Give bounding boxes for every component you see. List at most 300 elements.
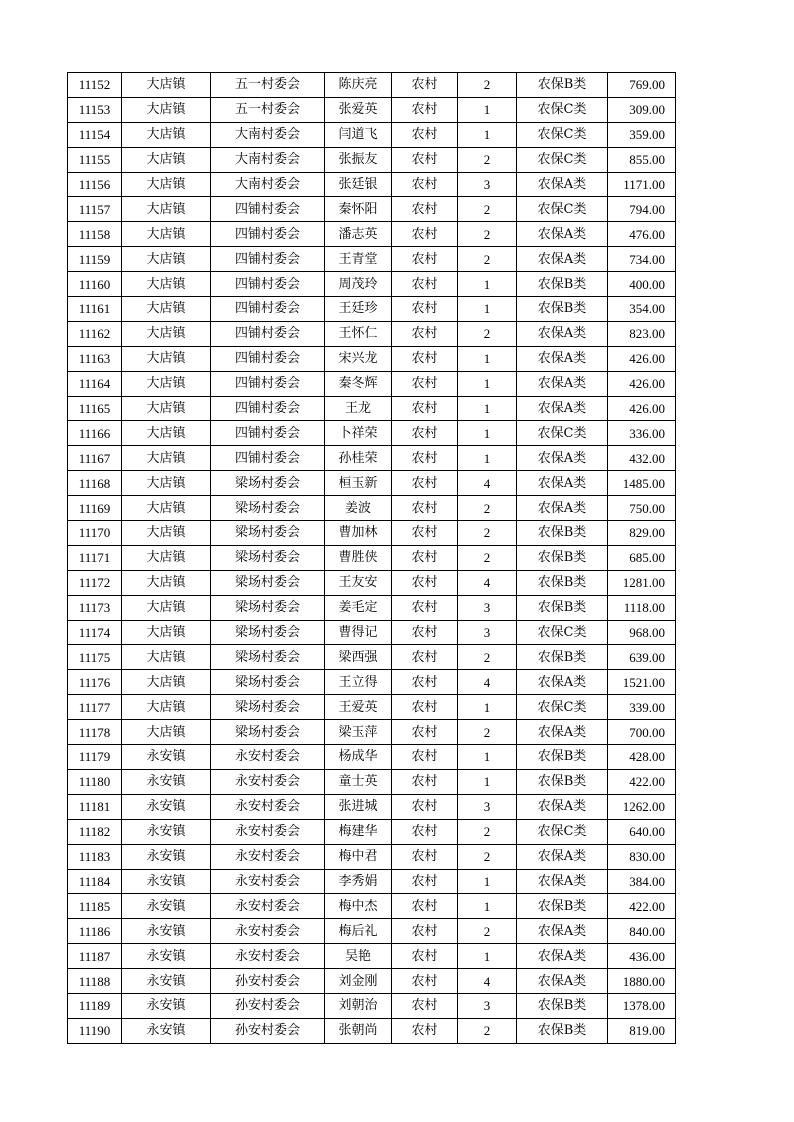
insurance-class-cell: 农保B类 bbox=[517, 745, 608, 770]
table-row bbox=[68, 147, 676, 172]
name-cell: 王廷珍 bbox=[325, 297, 392, 322]
amount-cell: 639.00 bbox=[608, 645, 676, 670]
insurance-class-cell: 农保A类 bbox=[517, 346, 608, 371]
town-cell: 大店镇 bbox=[122, 396, 211, 421]
village-committee-cell: 永安村委会 bbox=[211, 745, 325, 770]
household-count-cell: 4 bbox=[458, 969, 517, 994]
insurance-class-cell: 农保A类 bbox=[517, 670, 608, 695]
table-row bbox=[68, 720, 676, 745]
amount-cell: 436.00 bbox=[608, 944, 676, 969]
household-count-cell: 3 bbox=[458, 595, 517, 620]
household-count-cell: 3 bbox=[458, 620, 517, 645]
amount-cell: 1171.00 bbox=[608, 172, 676, 197]
village-committee-cell: 大南村委会 bbox=[211, 172, 325, 197]
town-cell: 大店镇 bbox=[122, 695, 211, 720]
table-row bbox=[68, 595, 676, 620]
insurance-class-cell: 农保B类 bbox=[517, 545, 608, 570]
name-cell: 梅后礼 bbox=[325, 919, 392, 944]
record-id-cell: 11176 bbox=[68, 670, 122, 695]
record-id-cell: 11188 bbox=[68, 969, 122, 994]
town-cell: 永安镇 bbox=[122, 769, 211, 794]
town-cell: 大店镇 bbox=[122, 421, 211, 446]
name-cell: 张朝尚 bbox=[325, 1018, 392, 1043]
insurance-class-cell: 农保B类 bbox=[517, 73, 608, 98]
amount-cell: 830.00 bbox=[608, 844, 676, 869]
record-id-cell: 11173 bbox=[68, 595, 122, 620]
area-type-cell: 农村 bbox=[392, 745, 458, 770]
table-row bbox=[68, 247, 676, 272]
village-committee-cell: 四铺村委会 bbox=[211, 321, 325, 346]
name-cell: 李秀娟 bbox=[325, 869, 392, 894]
town-cell: 大店镇 bbox=[122, 172, 211, 197]
household-count-cell: 2 bbox=[458, 819, 517, 844]
village-committee-cell: 孙安村委会 bbox=[211, 993, 325, 1018]
area-type-cell: 农村 bbox=[392, 97, 458, 122]
town-cell: 永安镇 bbox=[122, 944, 211, 969]
table-row bbox=[68, 993, 676, 1018]
name-cell: 张进城 bbox=[325, 794, 392, 819]
household-count-cell: 2 bbox=[458, 197, 517, 222]
insurance-class-cell: 农保A类 bbox=[517, 471, 608, 496]
household-count-cell: 2 bbox=[458, 496, 517, 521]
table-row bbox=[68, 670, 676, 695]
town-cell: 永安镇 bbox=[122, 969, 211, 994]
village-committee-cell: 永安村委会 bbox=[211, 844, 325, 869]
household-count-cell: 3 bbox=[458, 993, 517, 1018]
household-count-cell: 1 bbox=[458, 894, 517, 919]
household-count-cell: 1 bbox=[458, 297, 517, 322]
household-count-cell: 2 bbox=[458, 147, 517, 172]
area-type-cell: 农村 bbox=[392, 919, 458, 944]
area-type-cell: 农村 bbox=[392, 944, 458, 969]
village-committee-cell: 梁场村委会 bbox=[211, 595, 325, 620]
town-cell: 大店镇 bbox=[122, 73, 211, 98]
amount-cell: 384.00 bbox=[608, 869, 676, 894]
name-cell: 孙桂荣 bbox=[325, 446, 392, 471]
village-committee-cell: 四铺村委会 bbox=[211, 272, 325, 297]
area-type-cell: 农村 bbox=[392, 197, 458, 222]
household-count-cell: 2 bbox=[458, 521, 517, 546]
insurance-class-cell: 农保B类 bbox=[517, 521, 608, 546]
amount-cell: 400.00 bbox=[608, 272, 676, 297]
name-cell: 周茂玲 bbox=[325, 272, 392, 297]
record-id-cell: 11181 bbox=[68, 794, 122, 819]
town-cell: 永安镇 bbox=[122, 819, 211, 844]
town-cell: 大店镇 bbox=[122, 197, 211, 222]
area-type-cell: 农村 bbox=[392, 595, 458, 620]
name-cell: 卜祥荣 bbox=[325, 421, 392, 446]
table-row bbox=[68, 794, 676, 819]
table-row bbox=[68, 944, 676, 969]
table-row bbox=[68, 745, 676, 770]
name-cell: 王青堂 bbox=[325, 247, 392, 272]
household-count-cell: 1 bbox=[458, 769, 517, 794]
record-id-cell: 11152 bbox=[68, 73, 122, 98]
table-row bbox=[68, 321, 676, 346]
name-cell: 梁玉萍 bbox=[325, 720, 392, 745]
record-id-cell: 11180 bbox=[68, 769, 122, 794]
area-type-cell: 农村 bbox=[392, 844, 458, 869]
town-cell: 大店镇 bbox=[122, 321, 211, 346]
name-cell: 梅建华 bbox=[325, 819, 392, 844]
town-cell: 大店镇 bbox=[122, 645, 211, 670]
village-committee-cell: 大南村委会 bbox=[211, 147, 325, 172]
village-committee-cell: 永安村委会 bbox=[211, 769, 325, 794]
table-row bbox=[68, 645, 676, 670]
village-committee-cell: 永安村委会 bbox=[211, 919, 325, 944]
record-id-cell: 11187 bbox=[68, 944, 122, 969]
amount-cell: 750.00 bbox=[608, 496, 676, 521]
name-cell: 张廷银 bbox=[325, 172, 392, 197]
insurance-class-cell: 农保C类 bbox=[517, 620, 608, 645]
village-committee-cell: 梁场村委会 bbox=[211, 670, 325, 695]
household-count-cell: 2 bbox=[458, 73, 517, 98]
area-type-cell: 农村 bbox=[392, 720, 458, 745]
area-type-cell: 农村 bbox=[392, 172, 458, 197]
household-count-cell: 2 bbox=[458, 222, 517, 247]
record-id-cell: 11164 bbox=[68, 371, 122, 396]
household-count-cell: 1 bbox=[458, 446, 517, 471]
record-id-cell: 11153 bbox=[68, 97, 122, 122]
table-row bbox=[68, 446, 676, 471]
village-committee-cell: 梁场村委会 bbox=[211, 496, 325, 521]
household-count-cell: 2 bbox=[458, 844, 517, 869]
area-type-cell: 农村 bbox=[392, 1018, 458, 1043]
name-cell: 张爱英 bbox=[325, 97, 392, 122]
name-cell: 姜波 bbox=[325, 496, 392, 521]
name-cell: 曹胜侠 bbox=[325, 545, 392, 570]
table-row bbox=[68, 371, 676, 396]
village-committee-cell: 四铺村委会 bbox=[211, 446, 325, 471]
amount-cell: 359.00 bbox=[608, 122, 676, 147]
record-id-cell: 11185 bbox=[68, 894, 122, 919]
town-cell: 大店镇 bbox=[122, 222, 211, 247]
record-id-cell: 11162 bbox=[68, 321, 122, 346]
village-committee-cell: 梁场村委会 bbox=[211, 720, 325, 745]
record-id-cell: 11183 bbox=[68, 844, 122, 869]
amount-cell: 1378.00 bbox=[608, 993, 676, 1018]
amount-cell: 339.00 bbox=[608, 695, 676, 720]
table-row bbox=[68, 122, 676, 147]
town-cell: 大店镇 bbox=[122, 297, 211, 322]
table-row bbox=[68, 819, 676, 844]
name-cell: 秦冬辉 bbox=[325, 371, 392, 396]
area-type-cell: 农村 bbox=[392, 570, 458, 595]
insurance-class-cell: 农保A类 bbox=[517, 172, 608, 197]
insurance-class-cell: 农保B类 bbox=[517, 570, 608, 595]
town-cell: 大店镇 bbox=[122, 446, 211, 471]
name-cell: 姜毛定 bbox=[325, 595, 392, 620]
insurance-class-cell: 农保B类 bbox=[517, 769, 608, 794]
amount-cell: 1880.00 bbox=[608, 969, 676, 994]
table-row bbox=[68, 222, 676, 247]
town-cell: 永安镇 bbox=[122, 1018, 211, 1043]
household-count-cell: 1 bbox=[458, 371, 517, 396]
town-cell: 大店镇 bbox=[122, 272, 211, 297]
amount-cell: 309.00 bbox=[608, 97, 676, 122]
area-type-cell: 农村 bbox=[392, 496, 458, 521]
amount-cell: 1281.00 bbox=[608, 570, 676, 595]
village-committee-cell: 梁场村委会 bbox=[211, 471, 325, 496]
amount-cell: 1521.00 bbox=[608, 670, 676, 695]
household-count-cell: 1 bbox=[458, 272, 517, 297]
name-cell: 曹加林 bbox=[325, 521, 392, 546]
insurance-class-cell: 农保A类 bbox=[517, 844, 608, 869]
insurance-class-cell: 农保C类 bbox=[517, 819, 608, 844]
area-type-cell: 农村 bbox=[392, 620, 458, 645]
household-count-cell: 2 bbox=[458, 545, 517, 570]
amount-cell: 855.00 bbox=[608, 147, 676, 172]
table-row bbox=[68, 396, 676, 421]
name-cell: 梁西强 bbox=[325, 645, 392, 670]
village-committee-cell: 四铺村委会 bbox=[211, 197, 325, 222]
amount-cell: 794.00 bbox=[608, 197, 676, 222]
village-committee-cell: 大南村委会 bbox=[211, 122, 325, 147]
table-row bbox=[68, 172, 676, 197]
insurance-class-cell: 农保C类 bbox=[517, 695, 608, 720]
name-cell: 梅中杰 bbox=[325, 894, 392, 919]
insurance-class-cell: 农保B类 bbox=[517, 297, 608, 322]
village-committee-cell: 梁场村委会 bbox=[211, 695, 325, 720]
insurance-class-cell: 农保C类 bbox=[517, 421, 608, 446]
table-row bbox=[68, 894, 676, 919]
table-row bbox=[68, 869, 676, 894]
record-id-cell: 11157 bbox=[68, 197, 122, 222]
town-cell: 大店镇 bbox=[122, 620, 211, 645]
village-committee-cell: 四铺村委会 bbox=[211, 297, 325, 322]
name-cell: 潘志英 bbox=[325, 222, 392, 247]
insurance-class-cell: 农保B类 bbox=[517, 272, 608, 297]
records-table-body bbox=[68, 73, 676, 1044]
village-committee-cell: 永安村委会 bbox=[211, 794, 325, 819]
table-row bbox=[68, 695, 676, 720]
name-cell: 童士英 bbox=[325, 769, 392, 794]
record-id-cell: 11158 bbox=[68, 222, 122, 247]
insurance-class-cell: 农保B类 bbox=[517, 993, 608, 1018]
name-cell: 刘朝治 bbox=[325, 993, 392, 1018]
table-row bbox=[68, 620, 676, 645]
area-type-cell: 农村 bbox=[392, 321, 458, 346]
table-row bbox=[68, 969, 676, 994]
name-cell: 刘金刚 bbox=[325, 969, 392, 994]
area-type-cell: 农村 bbox=[392, 396, 458, 421]
record-id-cell: 11189 bbox=[68, 993, 122, 1018]
insurance-class-cell: 农保A类 bbox=[517, 720, 608, 745]
insurance-class-cell: 农保A类 bbox=[517, 969, 608, 994]
insurance-class-cell: 农保A类 bbox=[517, 446, 608, 471]
household-count-cell: 1 bbox=[458, 695, 517, 720]
village-committee-cell: 五一村委会 bbox=[211, 97, 325, 122]
town-cell: 永安镇 bbox=[122, 993, 211, 1018]
area-type-cell: 农村 bbox=[392, 794, 458, 819]
village-committee-cell: 四铺村委会 bbox=[211, 247, 325, 272]
name-cell: 张振友 bbox=[325, 147, 392, 172]
name-cell: 闫道飞 bbox=[325, 122, 392, 147]
village-committee-cell: 永安村委会 bbox=[211, 944, 325, 969]
table-row bbox=[68, 1018, 676, 1043]
amount-cell: 840.00 bbox=[608, 919, 676, 944]
household-count-cell: 2 bbox=[458, 645, 517, 670]
area-type-cell: 农村 bbox=[392, 670, 458, 695]
household-count-cell: 1 bbox=[458, 346, 517, 371]
town-cell: 大店镇 bbox=[122, 371, 211, 396]
area-type-cell: 农村 bbox=[392, 222, 458, 247]
town-cell: 大店镇 bbox=[122, 545, 211, 570]
amount-cell: 685.00 bbox=[608, 545, 676, 570]
insurance-class-cell: 农保B类 bbox=[517, 645, 608, 670]
table-row bbox=[68, 521, 676, 546]
table-row bbox=[68, 297, 676, 322]
insurance-class-cell: 农保A类 bbox=[517, 869, 608, 894]
name-cell: 王龙 bbox=[325, 396, 392, 421]
table-row bbox=[68, 272, 676, 297]
village-committee-cell: 梁场村委会 bbox=[211, 645, 325, 670]
village-committee-cell: 永安村委会 bbox=[211, 819, 325, 844]
table-row bbox=[68, 97, 676, 122]
record-id-cell: 11179 bbox=[68, 745, 122, 770]
village-committee-cell: 四铺村委会 bbox=[211, 396, 325, 421]
household-count-cell: 2 bbox=[458, 720, 517, 745]
amount-cell: 426.00 bbox=[608, 346, 676, 371]
table-row bbox=[68, 919, 676, 944]
household-count-cell: 4 bbox=[458, 570, 517, 595]
record-id-cell: 11174 bbox=[68, 620, 122, 645]
household-count-cell: 2 bbox=[458, 247, 517, 272]
town-cell: 大店镇 bbox=[122, 247, 211, 272]
town-cell: 永安镇 bbox=[122, 919, 211, 944]
insurance-class-cell: 农保A类 bbox=[517, 371, 608, 396]
record-id-cell: 11190 bbox=[68, 1018, 122, 1043]
town-cell: 永安镇 bbox=[122, 745, 211, 770]
household-count-cell: 1 bbox=[458, 97, 517, 122]
insurance-class-cell: 农保C类 bbox=[517, 97, 608, 122]
table-row bbox=[68, 73, 676, 98]
area-type-cell: 农村 bbox=[392, 521, 458, 546]
amount-cell: 1485.00 bbox=[608, 471, 676, 496]
amount-cell: 432.00 bbox=[608, 446, 676, 471]
area-type-cell: 农村 bbox=[392, 122, 458, 147]
record-id-cell: 11161 bbox=[68, 297, 122, 322]
table-row bbox=[68, 346, 676, 371]
amount-cell: 829.00 bbox=[608, 521, 676, 546]
household-count-cell: 2 bbox=[458, 919, 517, 944]
village-committee-cell: 孙安村委会 bbox=[211, 1018, 325, 1043]
village-committee-cell: 四铺村委会 bbox=[211, 346, 325, 371]
village-committee-cell: 五一村委会 bbox=[211, 73, 325, 98]
table-row bbox=[68, 545, 676, 570]
record-id-cell: 11186 bbox=[68, 919, 122, 944]
table-row bbox=[68, 769, 676, 794]
amount-cell: 769.00 bbox=[608, 73, 676, 98]
household-count-cell: 3 bbox=[458, 172, 517, 197]
name-cell: 梅中君 bbox=[325, 844, 392, 869]
record-id-cell: 11159 bbox=[68, 247, 122, 272]
record-id-cell: 11171 bbox=[68, 545, 122, 570]
amount-cell: 422.00 bbox=[608, 769, 676, 794]
insurance-class-cell: 农保A类 bbox=[517, 496, 608, 521]
record-id-cell: 11165 bbox=[68, 396, 122, 421]
area-type-cell: 农村 bbox=[392, 894, 458, 919]
area-type-cell: 农村 bbox=[392, 769, 458, 794]
town-cell: 大店镇 bbox=[122, 595, 211, 620]
village-committee-cell: 梁场村委会 bbox=[211, 570, 325, 595]
amount-cell: 426.00 bbox=[608, 396, 676, 421]
table-row bbox=[68, 570, 676, 595]
name-cell: 秦怀阳 bbox=[325, 197, 392, 222]
town-cell: 大店镇 bbox=[122, 122, 211, 147]
area-type-cell: 农村 bbox=[392, 73, 458, 98]
name-cell: 桓玉新 bbox=[325, 471, 392, 496]
amount-cell: 428.00 bbox=[608, 745, 676, 770]
town-cell: 大店镇 bbox=[122, 147, 211, 172]
area-type-cell: 农村 bbox=[392, 869, 458, 894]
name-cell: 杨成华 bbox=[325, 745, 392, 770]
name-cell: 王怀仁 bbox=[325, 321, 392, 346]
amount-cell: 734.00 bbox=[608, 247, 676, 272]
insurance-class-cell: 农保B类 bbox=[517, 1018, 608, 1043]
amount-cell: 1118.00 bbox=[608, 595, 676, 620]
village-committee-cell: 梁场村委会 bbox=[211, 521, 325, 546]
area-type-cell: 农村 bbox=[392, 147, 458, 172]
name-cell: 吴艳 bbox=[325, 944, 392, 969]
town-cell: 大店镇 bbox=[122, 670, 211, 695]
name-cell: 宋兴龙 bbox=[325, 346, 392, 371]
insurance-class-cell: 农保A类 bbox=[517, 321, 608, 346]
record-id-cell: 11175 bbox=[68, 645, 122, 670]
insurance-class-cell: 农保A类 bbox=[517, 919, 608, 944]
insurance-class-cell: 农保C类 bbox=[517, 147, 608, 172]
household-count-cell: 1 bbox=[458, 944, 517, 969]
area-type-cell: 农村 bbox=[392, 297, 458, 322]
table-row bbox=[68, 844, 676, 869]
village-committee-cell: 四铺村委会 bbox=[211, 371, 325, 396]
amount-cell: 422.00 bbox=[608, 894, 676, 919]
household-count-cell: 1 bbox=[458, 421, 517, 446]
table-row bbox=[68, 471, 676, 496]
area-type-cell: 农村 bbox=[392, 545, 458, 570]
amount-cell: 819.00 bbox=[608, 1018, 676, 1043]
area-type-cell: 农村 bbox=[392, 645, 458, 670]
table-row bbox=[68, 496, 676, 521]
town-cell: 大店镇 bbox=[122, 97, 211, 122]
village-committee-cell: 梁场村委会 bbox=[211, 545, 325, 570]
town-cell: 大店镇 bbox=[122, 471, 211, 496]
name-cell: 王友安 bbox=[325, 570, 392, 595]
town-cell: 大店镇 bbox=[122, 720, 211, 745]
amount-cell: 1262.00 bbox=[608, 794, 676, 819]
household-count-cell: 1 bbox=[458, 122, 517, 147]
village-committee-cell: 四铺村委会 bbox=[211, 222, 325, 247]
amount-cell: 823.00 bbox=[608, 321, 676, 346]
record-id-cell: 11184 bbox=[68, 869, 122, 894]
town-cell: 大店镇 bbox=[122, 570, 211, 595]
name-cell: 陈庆亮 bbox=[325, 73, 392, 98]
household-count-cell: 1 bbox=[458, 396, 517, 421]
area-type-cell: 农村 bbox=[392, 695, 458, 720]
area-type-cell: 农村 bbox=[392, 993, 458, 1018]
record-id-cell: 11170 bbox=[68, 521, 122, 546]
household-count-cell: 2 bbox=[458, 1018, 517, 1043]
household-count-cell: 1 bbox=[458, 745, 517, 770]
village-committee-cell: 四铺村委会 bbox=[211, 421, 325, 446]
town-cell: 永安镇 bbox=[122, 794, 211, 819]
town-cell: 永安镇 bbox=[122, 894, 211, 919]
area-type-cell: 农村 bbox=[392, 471, 458, 496]
amount-cell: 336.00 bbox=[608, 421, 676, 446]
insurance-class-cell: 农保C类 bbox=[517, 122, 608, 147]
record-id-cell: 11169 bbox=[68, 496, 122, 521]
household-count-cell: 3 bbox=[458, 794, 517, 819]
